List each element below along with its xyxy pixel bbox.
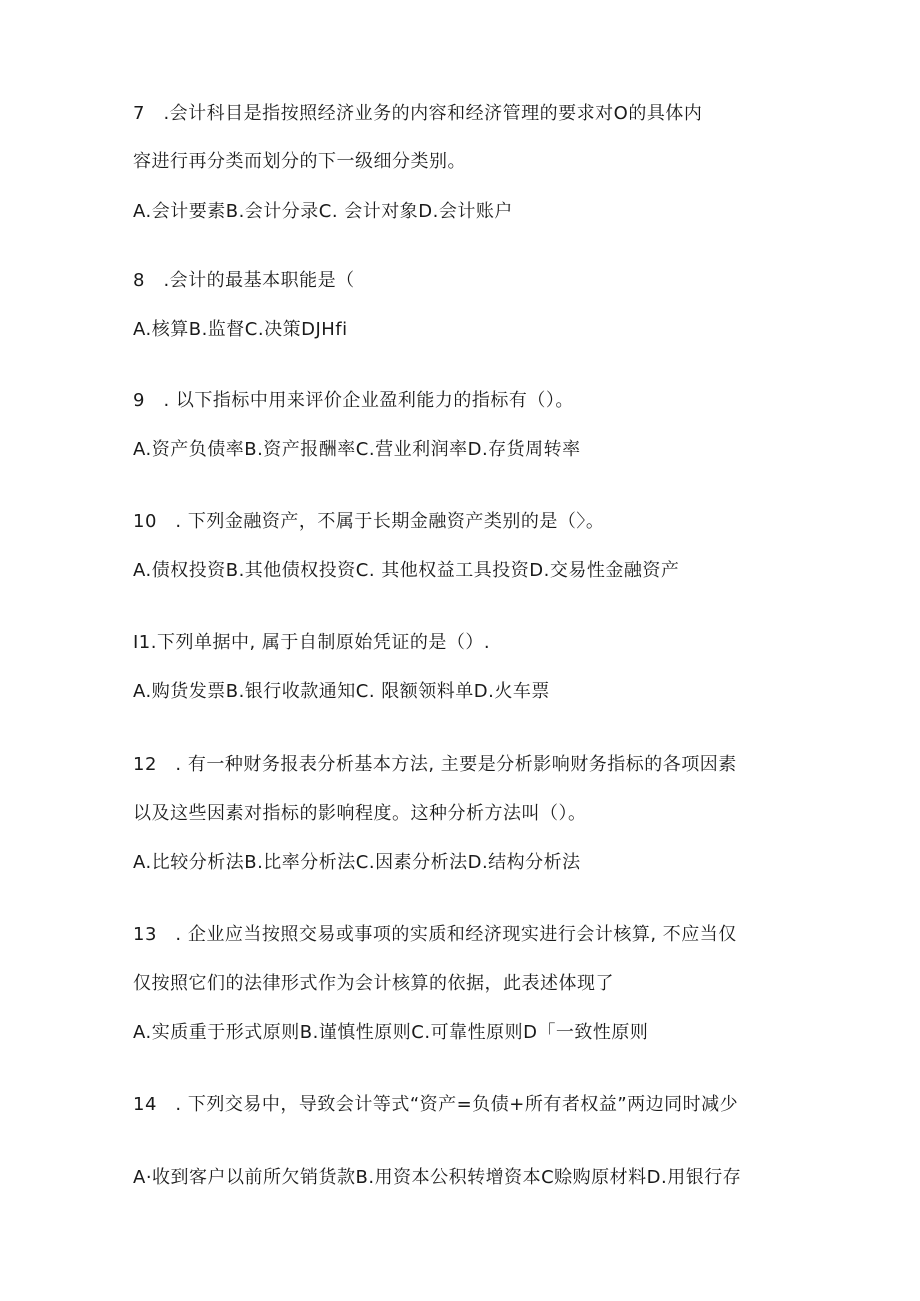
question-10-stem-line-1: 10 . 下列金融资产，不属于长期金融资产类别的是（〉。 <box>133 511 605 532</box>
question-13-stem-line-2: 仅按照它们的法律形式作为会计核算的依据，此表述体现了 <box>133 973 614 994</box>
question-9-options: A.资产负债率B.资产报酬率C.营业利润率D.存货周转率 <box>133 439 581 460</box>
question-13-options: A.实质重于形式原则B.谨慎性原则C.可靠性原则D「一致性原则 <box>133 1022 649 1043</box>
question-11-stem-line-1: I1.下列单据中, 属于自制原始凭证的是（）. <box>133 632 491 653</box>
question-12-stem-line-1: 12 . 有一种财务报表分析基本方法, 主要是分析影响财务指标的各项因素 <box>133 754 737 775</box>
question-7-options: A.会计要素B.会计分录C. 会计对象D.会计账户 <box>133 201 513 222</box>
question-11-options: A.购货发票B.银行收款通知C. 限额领料单D.火车票 <box>133 681 550 702</box>
question-8-stem-line-1: 8 .会计的最基本职能是（ <box>133 270 355 291</box>
question-12-stem-line-2: 以及这些因素对指标的影响程度。这种分析方法叫（）。 <box>133 803 587 824</box>
question-13-stem-line-1: 13 . 企业应当按照交易或事项的实质和经济现实进行会计核算, 不应当仅 <box>133 924 737 945</box>
question-8-options: A.核算B.监督C.决策DJHfi <box>133 319 348 340</box>
question-12-options: A.比较分析法B.比率分析法C.因素分析法D.结构分析法 <box>133 852 581 873</box>
question-7-stem-line-1: 7 .会计科目是指按照经济业务的内容和经济管理的要求对O的具体内 <box>133 103 703 124</box>
question-7-stem-line-2: 容进行再分类而划分的下一级细分类别。 <box>133 151 466 172</box>
question-14-options: A·收到客户以前所欠销货款B.用资本公积转增资本C赊购原材料D.用银行存 <box>133 1167 742 1188</box>
question-10-options: A.债权投资B.其他债权投资C. 其他权益工具投资D.交易性金融资产 <box>133 560 680 581</box>
question-14-stem-line-1: 14 . 下列交易中，导致会计等式“资产=负债+所有者权益”两边同时减少 <box>133 1094 739 1115</box>
question-9-stem-line-1: 9 . 以下指标中用来评价企业盈利能力的指标有（）。 <box>133 390 574 411</box>
